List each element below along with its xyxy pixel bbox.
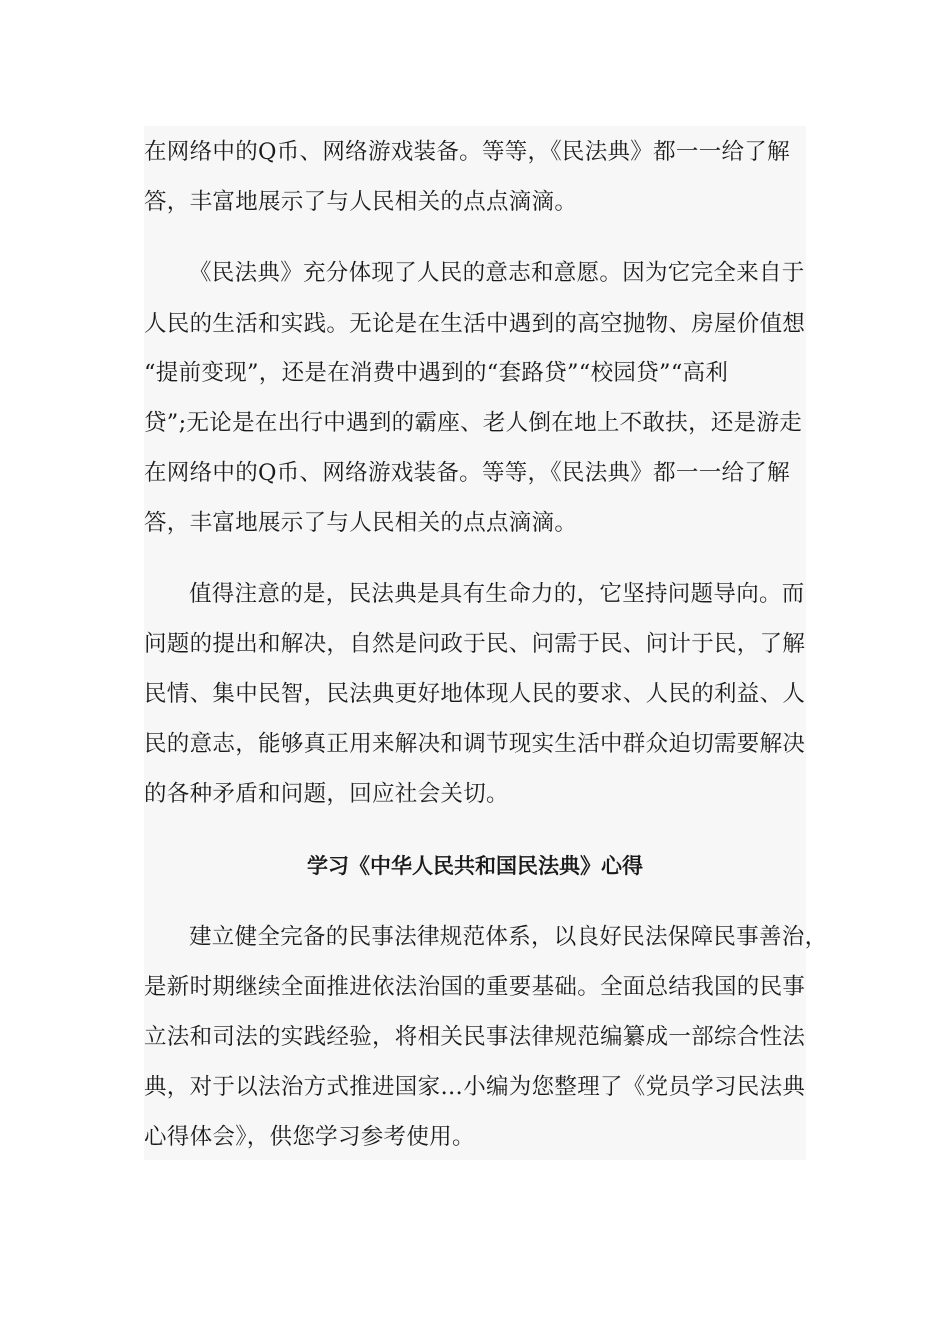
text-line: 答，丰富地展示了与人民相关的点点滴滴。 xyxy=(144,189,578,215)
text-line: 的各种矛盾和问题，回应社会关切。 xyxy=(144,781,509,807)
text-line: 问题的提出和解决，自然是问政于民、问需于民、问计于民，了解 xyxy=(144,631,806,657)
text-line: 民的意志，能够真正用来解决和调节现实生活中群众迫切需要解决 xyxy=(144,731,806,757)
text-line: 立法和司法的实践经验，将相关民事法律规范编纂成一部综合性法 xyxy=(144,1024,806,1050)
text-line: 人民的生活和实践。无论是在生活中遇到的高空抛物、房屋价值想 xyxy=(144,311,806,337)
document-page xyxy=(144,126,828,1160)
text-line: 是新时期继续全面推进依法治国的重要基础。全面总结我国的民事 xyxy=(144,974,806,1000)
text-line: 在网络中的Q币、网络游戏装备。等等，《民法典》都一一给了解 xyxy=(144,460,790,486)
text-line: 建立健全完备的民事法律规范体系，以良好民法保障民事善治， xyxy=(189,924,828,950)
text-line: 民情、集中民智，民法典更好地体现人民的要求、人民的利益、人 xyxy=(144,681,806,707)
text-line: 答，丰富地展示了与人民相关的点点滴滴。 xyxy=(144,510,578,536)
text-line: 值得注意的是，民法典是具有生命力的，它坚持问题导向。而 xyxy=(189,581,805,607)
text-line: “提前变现”，还是在消费中遇到的“套路贷”“校园贷”“高利 xyxy=(144,360,729,386)
text-line: 在网络中的Q币、网络游戏装备。等等，《民法典》都一一给了解 xyxy=(144,139,790,165)
text-line: 心得体会》，供您学习参考使用。 xyxy=(144,1124,475,1150)
text-line: 贷”;无论是在出行中遇到的霸座、老人倒在地上不敢扶，还是游走 xyxy=(144,410,803,436)
section-heading: 学习《中华人民共和国民法典》心得 xyxy=(307,854,643,878)
text-line: 《民法典》充分体现了人民的意志和意愿。因为它完全来自于 xyxy=(189,260,805,286)
text-line: 典，对于以法治方式推进国家…小编为您整理了《党员学习民法典 xyxy=(144,1074,806,1100)
